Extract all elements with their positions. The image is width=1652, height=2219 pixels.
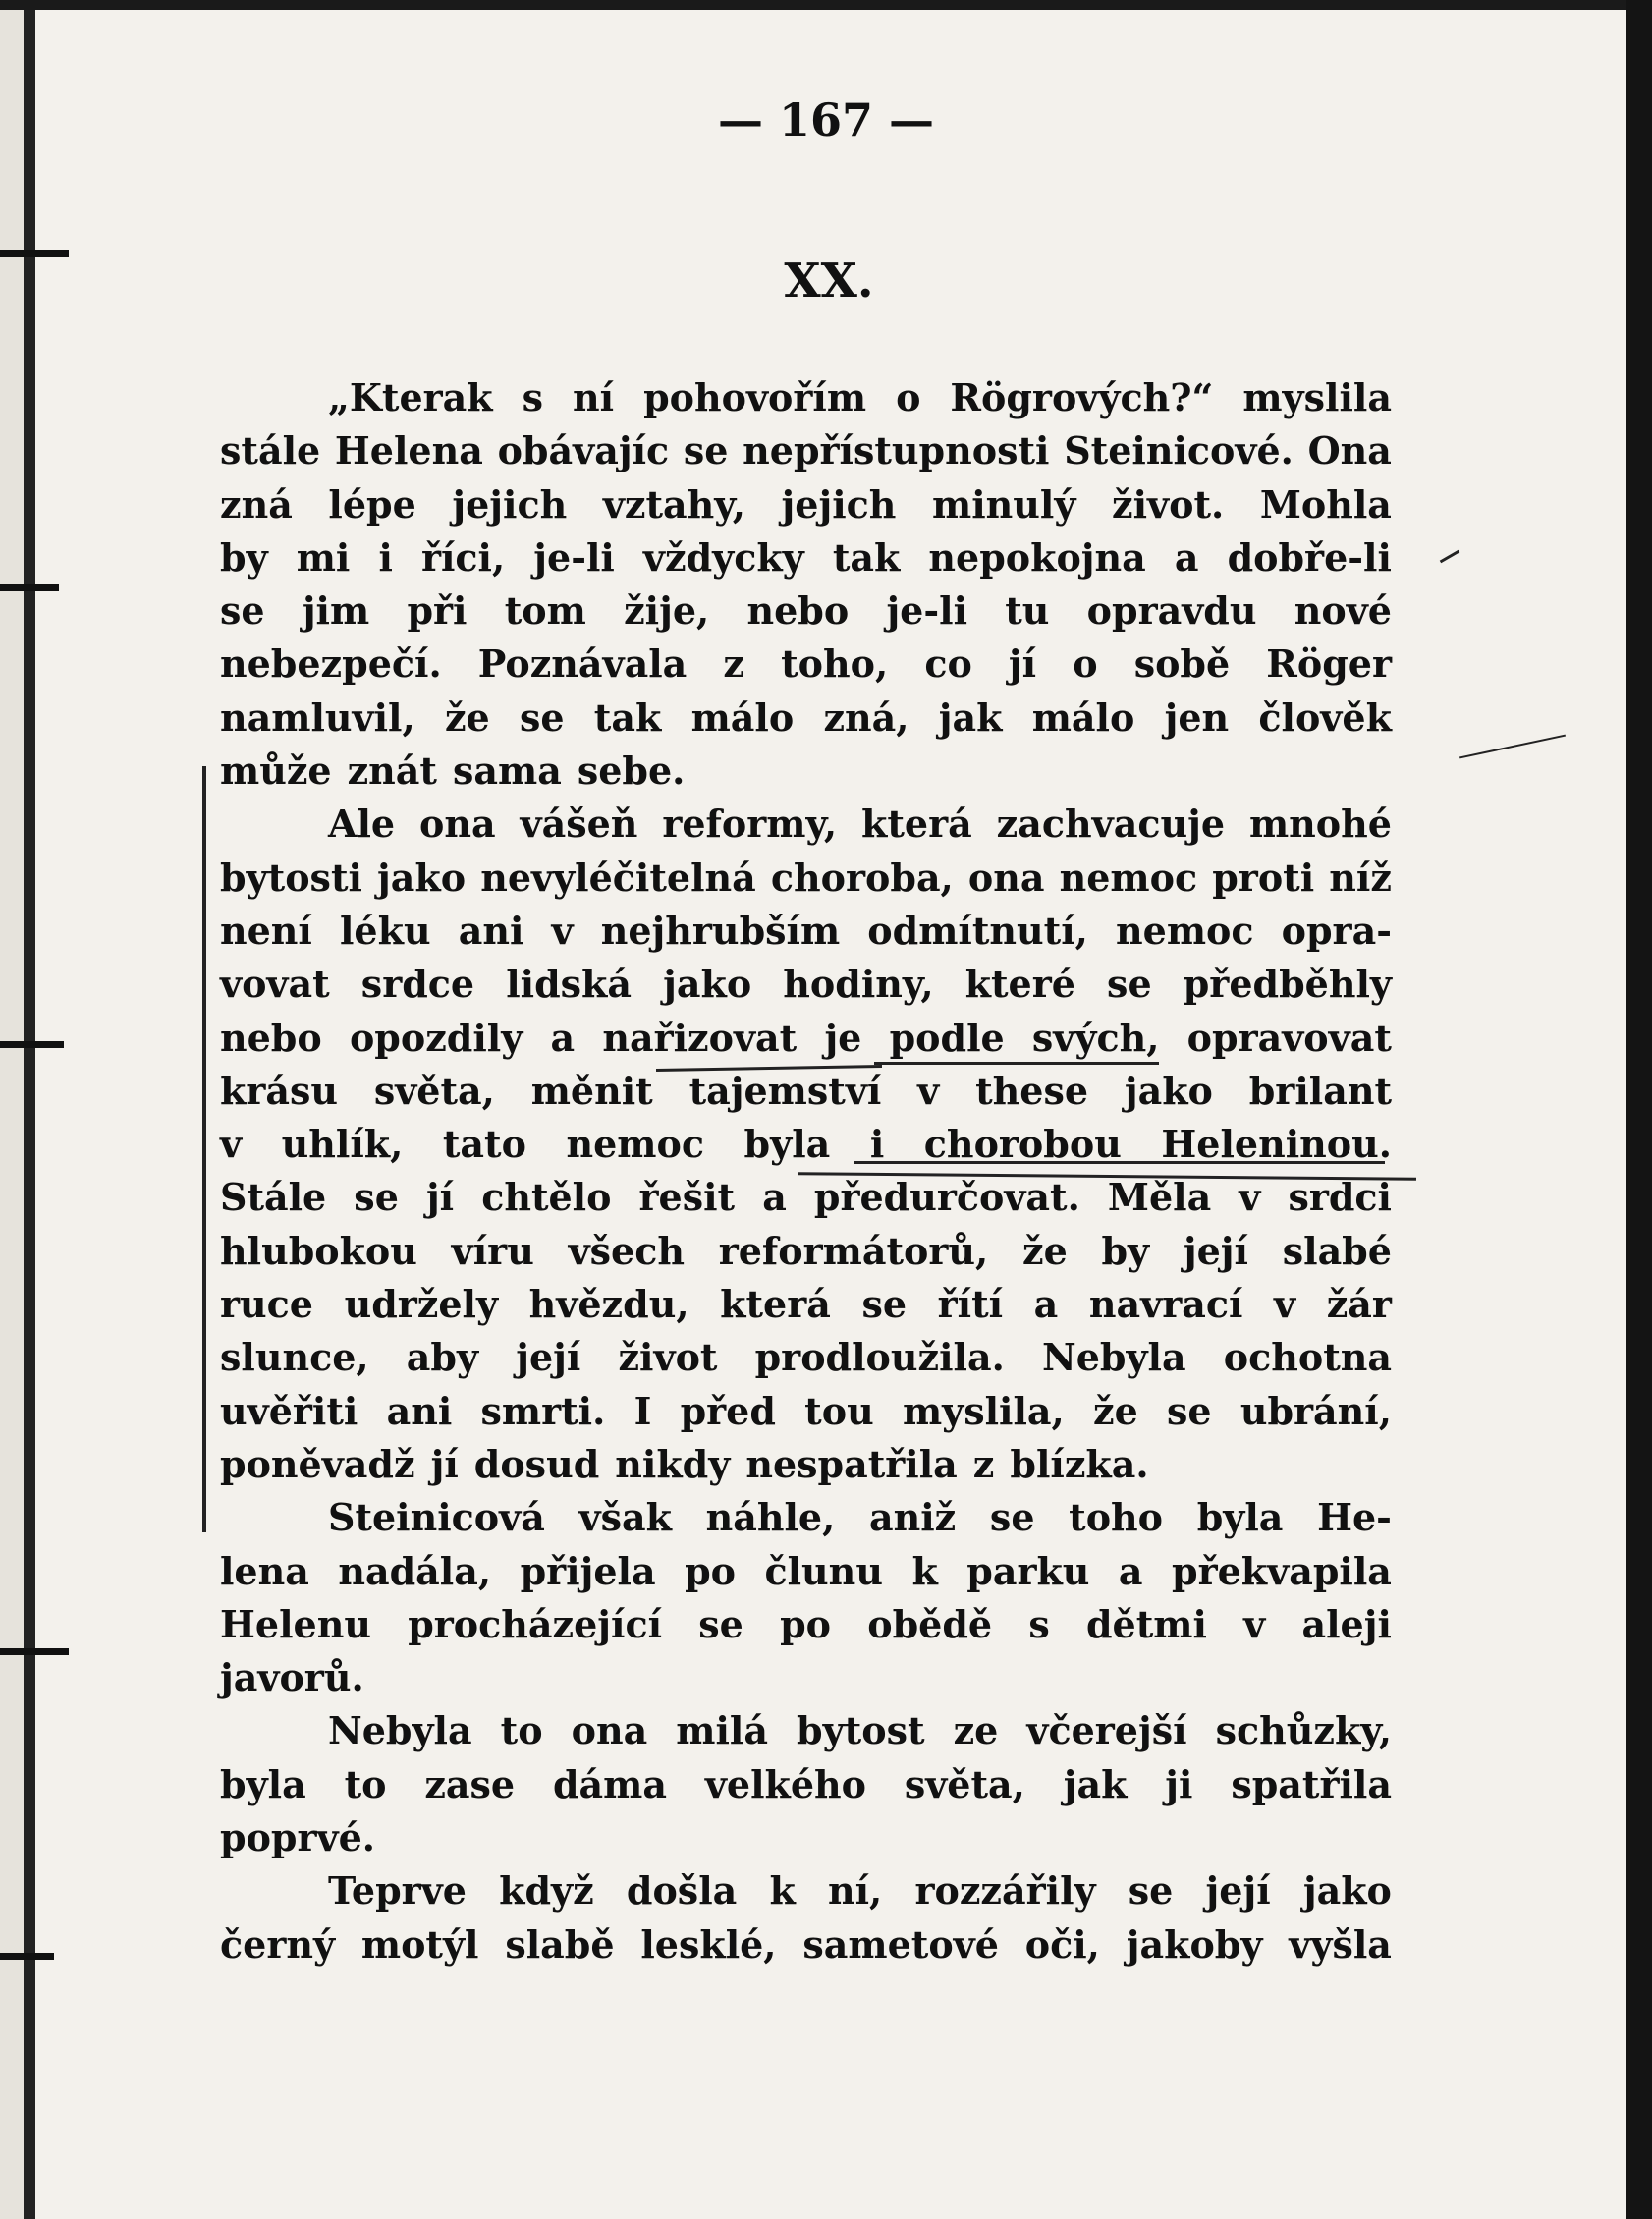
word: I xyxy=(633,1388,652,1433)
word: málo xyxy=(1031,694,1135,740)
word: znát xyxy=(347,749,437,794)
word: nadála, xyxy=(338,1548,492,1593)
word: nepřístupnosti xyxy=(743,428,1050,473)
word: velkého xyxy=(704,1761,866,1806)
word: opozdily xyxy=(349,1015,523,1060)
text-line xyxy=(220,1438,1392,1491)
word: ze xyxy=(953,1708,999,1753)
word: dětmi xyxy=(1085,1601,1207,1646)
word: v xyxy=(551,908,574,953)
word: jí xyxy=(1008,641,1037,687)
word: s xyxy=(522,375,543,419)
word: níž xyxy=(1329,855,1392,900)
word: vášeň xyxy=(520,802,638,847)
word: namluvil, xyxy=(220,694,415,740)
word: se xyxy=(220,588,265,634)
text-line xyxy=(220,531,1392,584)
word: pohovořím xyxy=(643,375,867,419)
word: lépe xyxy=(328,481,416,527)
word: se xyxy=(683,428,729,473)
word: jak xyxy=(938,694,1003,740)
word: proti xyxy=(1212,855,1315,900)
word: černý xyxy=(220,1921,336,1967)
word: Röger xyxy=(1266,641,1392,687)
word: náhle, xyxy=(705,1495,836,1540)
text-line xyxy=(220,1012,1392,1065)
page-number: — 167 — xyxy=(717,93,935,146)
word: jako xyxy=(377,855,467,900)
word: byla xyxy=(220,1761,306,1806)
word: ubrání, xyxy=(1239,1388,1392,1433)
text-line xyxy=(220,852,1392,905)
word: aniž xyxy=(869,1495,957,1540)
word: ochotna xyxy=(1223,1335,1392,1380)
word: „Kterak xyxy=(328,375,493,419)
word: ani xyxy=(458,908,524,953)
text-line xyxy=(220,1225,1392,1278)
text-line xyxy=(220,1331,1392,1384)
word: Nebyla xyxy=(1041,1335,1186,1380)
word: prodloužila. xyxy=(754,1335,1005,1380)
word: se xyxy=(698,1601,743,1646)
word: ní xyxy=(573,375,615,419)
word: ona xyxy=(967,855,1045,900)
word: jakoby xyxy=(1126,1921,1263,1967)
word: procházející xyxy=(408,1601,663,1646)
word: když xyxy=(499,1868,594,1914)
word: Steinicová xyxy=(328,1495,545,1540)
word: v xyxy=(1239,1175,1261,1220)
word: žár xyxy=(1326,1282,1392,1327)
word: ní, xyxy=(827,1868,883,1914)
word: mi xyxy=(296,534,351,580)
word: jí xyxy=(430,1441,459,1486)
word: srdce xyxy=(360,962,475,1007)
word: se xyxy=(354,1175,399,1220)
binding-edge xyxy=(24,0,35,2219)
word: reformátorů, xyxy=(718,1228,989,1273)
word: jako xyxy=(1124,1068,1213,1113)
word: při xyxy=(407,588,468,634)
word: by xyxy=(220,534,268,580)
body-text xyxy=(220,371,1392,1971)
word: došla xyxy=(626,1868,738,1914)
word: a xyxy=(550,1015,576,1060)
word: tu xyxy=(1005,588,1050,634)
word: jako xyxy=(1302,1868,1392,1914)
word: člunu xyxy=(764,1548,883,1593)
word: Teprve xyxy=(328,1868,467,1914)
text-line xyxy=(220,478,1392,531)
word: aby xyxy=(406,1335,479,1380)
word: nejhrubším xyxy=(600,908,841,953)
word: Nebyla xyxy=(328,1708,472,1753)
word: s xyxy=(1028,1601,1050,1646)
word: oči, xyxy=(1024,1921,1100,1967)
word: po xyxy=(685,1548,736,1593)
word: se xyxy=(1167,1388,1212,1433)
word: schůzky, xyxy=(1215,1708,1392,1753)
word: zase xyxy=(424,1761,516,1806)
text-line xyxy=(220,1598,1392,1651)
word: přijela xyxy=(520,1548,656,1593)
word: chorobou xyxy=(923,1122,1122,1167)
chapter-heading: XX. xyxy=(784,253,874,308)
text-line xyxy=(220,1704,1392,1757)
word: opravdu xyxy=(1086,588,1257,634)
word: žije, xyxy=(624,588,710,634)
word: brilant xyxy=(1248,1068,1392,1113)
word: nebo xyxy=(746,588,850,634)
word: Ale xyxy=(328,802,396,847)
word: z xyxy=(972,1441,995,1486)
text-line xyxy=(220,1864,1392,1917)
word: člověk xyxy=(1258,694,1392,740)
right-edge xyxy=(1626,0,1652,2219)
word: vztahy, xyxy=(602,481,745,527)
word: Heleninou. xyxy=(1161,1122,1392,1167)
word: He- xyxy=(1317,1495,1392,1540)
word: říci, xyxy=(420,534,506,580)
word: myslila xyxy=(1242,375,1392,419)
word: o xyxy=(896,375,921,419)
word: světa, xyxy=(904,1761,1025,1806)
word: se xyxy=(861,1282,908,1327)
pencil-mark xyxy=(1440,550,1460,564)
word: je-li xyxy=(886,588,968,634)
word: zná, xyxy=(823,694,909,740)
word: lesklé, xyxy=(640,1921,777,1967)
word: a xyxy=(1174,534,1199,580)
word: léku xyxy=(340,908,431,953)
word: a xyxy=(762,1175,787,1220)
word: co xyxy=(924,641,972,687)
word: slabé xyxy=(1282,1228,1392,1273)
word: a xyxy=(1033,1282,1059,1327)
word: z xyxy=(723,641,744,687)
word: Helenu xyxy=(220,1601,371,1646)
word: blízka. xyxy=(1010,1441,1149,1486)
text-line xyxy=(220,1491,1392,1544)
word: srdci xyxy=(1288,1175,1392,1220)
word: minulý xyxy=(932,481,1076,527)
word: tak xyxy=(593,694,662,740)
text-line xyxy=(220,1118,1392,1171)
text-line xyxy=(220,1918,1392,1971)
word: ji xyxy=(1165,1761,1193,1806)
word: se xyxy=(1107,962,1152,1007)
word: Ona xyxy=(1307,428,1392,473)
word: vovat xyxy=(220,962,330,1007)
word: sebe. xyxy=(577,749,686,794)
word: jako xyxy=(663,962,752,1007)
word: včerejší xyxy=(1026,1708,1187,1753)
word: řítí xyxy=(937,1282,1004,1327)
word: chtělo xyxy=(481,1175,612,1220)
word: měnit xyxy=(530,1068,653,1113)
word: před xyxy=(680,1388,776,1433)
word: v xyxy=(1274,1282,1296,1327)
word: opravovat xyxy=(1186,1015,1392,1060)
word: není xyxy=(220,908,312,953)
word: uhlík, xyxy=(281,1122,404,1167)
text-line xyxy=(220,1811,1392,1864)
word: tak xyxy=(832,534,901,580)
word: nespatřila xyxy=(745,1441,958,1486)
text-line xyxy=(220,584,1392,638)
word: uvěřiti xyxy=(220,1388,358,1433)
binding-thread xyxy=(0,1648,69,1655)
text-line xyxy=(220,1545,1392,1598)
word: Steinicové. xyxy=(1064,428,1294,473)
word: sametové xyxy=(802,1921,999,1967)
word: slunce, xyxy=(220,1335,369,1380)
word: stále xyxy=(220,428,321,473)
word: udržely xyxy=(344,1282,499,1327)
word: hlubokou xyxy=(220,1228,417,1273)
word: zachvacuje xyxy=(996,802,1226,847)
margin-pencil-line xyxy=(202,766,206,1532)
word: tou xyxy=(804,1388,874,1433)
word: jí xyxy=(425,1175,455,1220)
word: že xyxy=(1093,1388,1138,1433)
word: lidská xyxy=(506,962,633,1007)
word: a xyxy=(1118,1548,1143,1593)
text-line xyxy=(220,638,1392,691)
word: aleji xyxy=(1301,1601,1392,1646)
text-line xyxy=(220,745,1392,798)
word: její xyxy=(1205,1868,1271,1914)
word: je-li xyxy=(533,534,615,580)
word: to xyxy=(344,1761,387,1806)
word: sobě xyxy=(1133,641,1231,687)
word: hvězdu, xyxy=(528,1282,689,1327)
word: překvapila xyxy=(1172,1548,1392,1593)
word: podle xyxy=(889,1015,1005,1060)
word: opra- xyxy=(1281,908,1392,953)
text-line xyxy=(220,1385,1392,1438)
word: po xyxy=(780,1601,831,1646)
word: rozzářily xyxy=(914,1868,1096,1914)
top-edge xyxy=(0,0,1652,10)
word: nikdy xyxy=(615,1441,731,1486)
text-line xyxy=(220,1758,1392,1811)
word: víru xyxy=(451,1228,534,1273)
word: Rögrových?“ xyxy=(950,375,1214,419)
word: slabě xyxy=(505,1921,615,1967)
word: mnohé xyxy=(1248,802,1392,847)
word: život. xyxy=(1112,481,1225,527)
word: i xyxy=(378,534,393,580)
word: v xyxy=(917,1068,940,1113)
word: lena xyxy=(220,1548,309,1593)
word: jak xyxy=(1063,1761,1128,1806)
word: která xyxy=(720,1282,831,1327)
word: jejich xyxy=(781,481,897,527)
text-line xyxy=(220,905,1392,958)
word: obědě xyxy=(867,1601,993,1646)
word: obávajíc xyxy=(497,428,670,473)
word: život xyxy=(618,1335,718,1380)
word: sama xyxy=(452,749,562,794)
word: Měla xyxy=(1107,1175,1212,1220)
word: svých, xyxy=(1031,1015,1160,1060)
word: Stále xyxy=(220,1175,327,1220)
word: tato xyxy=(442,1122,526,1167)
word: tajemství xyxy=(688,1068,882,1113)
word: se xyxy=(989,1495,1035,1540)
word: parku xyxy=(966,1548,1090,1593)
word: předurčovat. xyxy=(813,1175,1080,1220)
word: myslila, xyxy=(902,1388,1065,1433)
word: bytosti xyxy=(220,855,362,900)
text-line xyxy=(220,1278,1392,1331)
word: nemoc xyxy=(566,1122,704,1167)
word: spatřila xyxy=(1231,1761,1392,1806)
text-line xyxy=(220,958,1392,1011)
word: smrti. xyxy=(480,1388,606,1433)
word: hodiny, xyxy=(783,962,934,1007)
word: její xyxy=(1183,1228,1248,1273)
word: jen xyxy=(1164,694,1230,740)
word: ani xyxy=(386,1388,453,1433)
word: dáma xyxy=(552,1761,667,1806)
word: v xyxy=(1243,1601,1266,1646)
word: nemoc xyxy=(1116,908,1254,953)
word: se xyxy=(1128,1868,1174,1914)
binding-shadow xyxy=(0,0,24,2219)
word: byla xyxy=(1196,1495,1284,1540)
word: odmítnutí, xyxy=(867,908,1088,953)
word: může xyxy=(220,749,332,794)
word: Poznávala xyxy=(477,641,688,687)
word: navrací xyxy=(1088,1282,1243,1327)
word: by xyxy=(1101,1228,1150,1273)
text-line xyxy=(220,371,1392,424)
word: to xyxy=(500,1708,543,1753)
word: krásu xyxy=(220,1068,338,1113)
word: málo xyxy=(690,694,795,740)
word: nebo xyxy=(220,1015,322,1060)
binding-thread xyxy=(0,1041,64,1048)
word: že xyxy=(1021,1228,1068,1273)
word: toho, xyxy=(781,641,889,687)
word: ona xyxy=(419,802,496,847)
text-line xyxy=(220,692,1392,745)
word: motýl xyxy=(360,1921,479,1967)
word: její xyxy=(516,1335,581,1380)
word: nevyléčitelná xyxy=(480,855,756,900)
word: dobře-li xyxy=(1227,534,1392,580)
word: k xyxy=(769,1868,796,1914)
text-line xyxy=(220,1065,1392,1118)
word: jejich xyxy=(452,481,568,527)
word: se xyxy=(519,694,565,740)
word: reformy, xyxy=(662,802,838,847)
word: nové xyxy=(1294,588,1392,634)
pencil-mark xyxy=(1459,735,1566,759)
text-line xyxy=(220,1651,1392,1704)
word: ruce xyxy=(220,1282,313,1327)
word: these xyxy=(975,1068,1089,1113)
word: nepokojna xyxy=(928,534,1146,580)
word: k xyxy=(911,1548,938,1593)
word: však xyxy=(578,1495,672,1540)
text-line xyxy=(220,424,1392,477)
word: dosud xyxy=(473,1441,600,1486)
word: předběhly xyxy=(1183,962,1392,1007)
word: choroba, xyxy=(770,855,954,900)
word: o xyxy=(1073,641,1098,687)
text-line xyxy=(220,1171,1392,1224)
word: javorů. xyxy=(220,1655,364,1700)
word: je xyxy=(824,1015,862,1060)
word: Mohla xyxy=(1259,481,1392,527)
word: vyšla xyxy=(1289,1921,1392,1967)
word: poprvé. xyxy=(220,1815,375,1860)
word: zná xyxy=(220,481,293,527)
word: Helena xyxy=(334,428,483,473)
binding-thread xyxy=(0,1953,54,1960)
word: všech xyxy=(568,1228,685,1273)
word: které xyxy=(964,962,1075,1007)
word: nařizovat xyxy=(602,1015,798,1060)
word: jim xyxy=(302,588,370,634)
text-line xyxy=(220,798,1392,851)
word: vždycky xyxy=(642,534,804,580)
word: světa, xyxy=(373,1068,495,1113)
word: nebezpečí. xyxy=(220,641,442,687)
word: byla xyxy=(743,1122,831,1167)
word: bytost xyxy=(797,1708,925,1753)
word: řešit xyxy=(638,1175,736,1220)
word: nemoc xyxy=(1059,855,1198,900)
binding-thread xyxy=(0,584,59,591)
word: tom xyxy=(504,588,586,634)
word: ona xyxy=(571,1708,648,1753)
word: která xyxy=(861,802,972,847)
word: že xyxy=(444,694,490,740)
word: i xyxy=(869,1122,885,1167)
word: poněvadž xyxy=(220,1441,415,1486)
word: toho xyxy=(1069,1495,1164,1540)
word: milá xyxy=(676,1708,768,1753)
word: v xyxy=(220,1122,243,1167)
